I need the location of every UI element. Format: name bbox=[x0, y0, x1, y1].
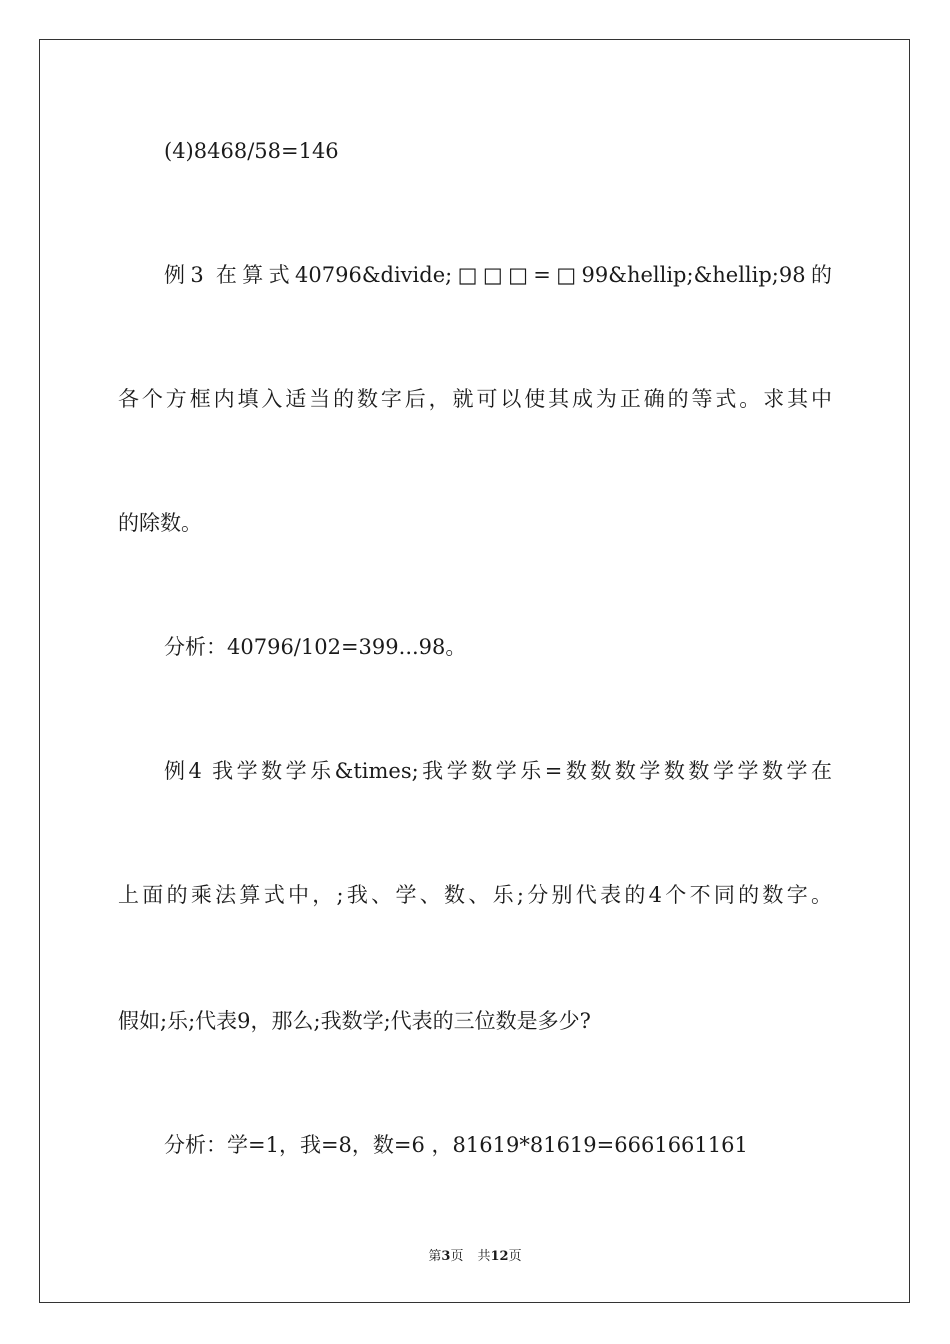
page-footer bbox=[0, 1248, 950, 1266]
example-3-line-1: 例3 在算式40796&divide;□□□=□99&hellip;&hellip;98的 bbox=[164, 263, 832, 287]
footer-page-prefix: 第 bbox=[428, 1249, 442, 1264]
example-4-line-1: 例4 我学数学乐&times;我学数学乐=数数数学数数学学数学在 bbox=[164, 759, 832, 783]
footer-page-total: 12 bbox=[490, 1249, 509, 1264]
footer-page-current: 3 bbox=[441, 1249, 451, 1264]
example-3-line-3: 的除数。 bbox=[118, 511, 202, 535]
analysis-2: 分析：学=1，我=8，数=6 ，81619*81619=6661661161 bbox=[164, 1133, 748, 1157]
example-4-line-3: 假如;乐;代表9，那么;我数学;代表的三位数是多少? bbox=[118, 1009, 591, 1033]
paragraph-line-1: (4)8468/58=146 bbox=[164, 139, 339, 163]
example-4-line-2: 上面的乘法算式中，;我、学、数、乐;分别代表的4个不同的数字。 bbox=[118, 883, 832, 907]
footer-total-suffix: 页 bbox=[508, 1249, 522, 1264]
analysis-1: 分析：40796/102=399...98。 bbox=[164, 635, 467, 659]
example-3-line-2: 各个方框内填入适当的数字后，就可以使其成为正确的等式。求其中 bbox=[118, 387, 832, 411]
page-frame bbox=[39, 39, 910, 1303]
footer-total-prefix: 共 bbox=[477, 1249, 491, 1264]
footer-page-suffix: 页 bbox=[450, 1249, 464, 1264]
